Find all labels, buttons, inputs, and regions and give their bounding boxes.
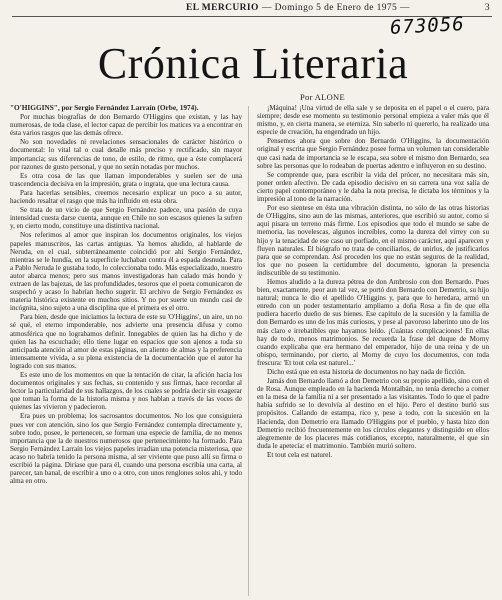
- paragraph: Pensemos ahora que sobre don Bernardo O'Higgins, la documentación original y escrita que Sergio Fernández posee forma un volumen tan considerable que casi nada de importancia se le escapa, sea sobre el mismo don Bernardo, sea sobre las personas que lo rodeaban de puertas adentro e influyeron en su destino.: [257, 137, 489, 170]
- paragraph: Et tout cela est naturel.: [267, 450, 333, 459]
- newspaper-name: EL MERCURIO: [186, 3, 259, 13]
- handwritten-catalog-number: 673056: [389, 12, 466, 39]
- byline: Por ALONE: [300, 92, 345, 102]
- paragraph: Era pues un problema; los sacrosantos documentos. No los que consiguiera pues ver con atención, sino los que Sergio Fernández contempla directamente y, sobre todo, posee, le pertenecen, se forman una especie de familia, de no menos importancia que la de nuestros numerosos que pertenecimiento ha formado. Para Sergio Fernández Larraín los viejos papeles irradian una potencia misteriosa, que acaso no habría tenido la persona misma, al ser viviente que puso allí su firma o escribió la página. Diríase que para él, cuando una persona escribía una carta, al parecer, tan banal, de escribir a uno o a otro, con unos renglones solos ahí, y todo alma en otro.: [10, 412, 242, 486]
- paragraph: Dicho está que en esta historia de documentos no hay nada de ficción.: [267, 368, 466, 376]
- paragraph: Se comprende que, para escribir la vida del prócer, no necesitara más sin, poner orden afectivo. De cada episodio decisivo en su carrera una voz salía de cierto papel contemporáneo y le daba la nota precisa, le dictaba los términos y la impresión al tono de la narración.: [257, 170, 489, 204]
- paragraph: Se trata de un vicio de que Sergio Fernández padece, una pasión de cuya intensidad cuesta darse cuenta, aunque en Chile no son escasos quienes la sufren y, en cierto modo, constituye una distintiva nacional.: [10, 206, 242, 231]
- paragraph: Es este uno de los momentos en que la tentación de citar, la afición hacia los documentos originales y sus fechas, su contenido y sus firmas, hace recordar al lector la particularidad de sus hallazgos, de los cuales se podría decir sin exagerar que toman la forma de la historia misma y nos hablan a través de las voces de quienes las vivieron y padecieron.: [10, 371, 242, 412]
- paragraph: Hemos aludido a la dureza pétrea de don Ambrosio con don Bernardo. Pues bien, exactamente, peor aun tal vez, se portó don Bernardo con Demetrio, su hijo natural; nunca le dio el apellido O'Higgins y, para que lo heredara, armó un enredo con un poder testamentario ampliamo a doña Rosa a fin de que ella pudiera hacerlo dueño de sus bienes. Ese capítulo de la sucesión y la familia de don Bernardo es uno de los más curiosos, y pese al pavoroso laberinto uno de los más claro e irrebatibles que hayamos leído. ¡Cuántas complicaciones! En ellas hay de todo, menos matrimonios. Se recuerda la frase del duque de Morny cuando explicaba que era hermano del emperador, hijo de una reina y de un obispo, terminando, por cierto, al Morny de cuyo los documentos, con toda frescura: 'Et tout cela est naturel...': [257, 277, 489, 367]
- issue-date: — Domingo 5 de Enero de 1975 —: [262, 3, 410, 13]
- page-number: 3: [484, 3, 490, 13]
- book-reference: "O'HIGGINS", por Sergio Fernández Larraín (Orbe, 1974).: [10, 104, 199, 112]
- paragraph: Para bien, desde que iniciamos la lectura de este su 'O'Higgins', un aire, un no sé qué, el eterno imponderable, nos advierte una presencia difusa y como atmosférica que no lograbamos definir. Innegables de quien las ha dicho y de quien las ha escuchado; ello tiene lugar en espacios que son ajenos a toda su anticipada atención al amor de estas páginas, un aliento de almas y la preferencia intensamente vivida, a su plena existencia de la documentación que el autor ha logrado con sus manos.: [10, 313, 242, 370]
- section-title: Crónica Literaria: [97, 39, 409, 88]
- left-column: [10, 104, 242, 598]
- paragraph: Es otra cosa de las que llaman imponderables y suelen ser de una trascendencia decisiva en la impresión, grata o ingrata, que una lectura causa.: [10, 171, 242, 188]
- paragraph: Para hacerlas sensibles, creemos necesario explicar un poco a su autor, haciendo resaltar el rasgo que más ha influido en esta obra.: [10, 188, 242, 206]
- column-divider: [248, 106, 249, 596]
- paragraph: Por muchas biografías de don Bernardo O'Higgins que existan, y las hay numerosas, de toda clase, el lector capaz de percibir los matices va a encontrar en ésta varios rasgos que las demás ofrece.: [10, 113, 242, 138]
- paragraph: ¡Máquina! ¡Una virtud de ella sale y se deposita en el papel o el cuero, para siempre; desde ese momento su testimonio personal empieza a valer más que él mismo, y, en cierta manera, se eterniza. Sin saberlo ni quererlo, ha realizado una especie de creación, ha engendrado un hijo.: [257, 104, 489, 137]
- paragraph: Nos referimos al amor que inspiran los documentos originales, los viejos papeles manuscritos, las cartas antiguas. Ya hemos aludido, al hablarde de Neruda, en el cual, subterráneamente coincidió por ahí Sergio Fernández, mientras se le hundía, en la superficie luchaban contra él a espada desnuda. Para a Pablo Neruda le gustaba todo, lo coleccionaba todo. Más especializado, nuestro autor abarca menos; pero sus manos investigadoras han calado más hondo y extraen de las bajezas, de las profundidades, tesoros que el poeta comunicaron de sospechó y acaso lo habrían hecho sugerir. El archivo de Sergio Fernández es materia histórica existente en muchos sitios. Y no por suerte un mundo casi de incógnita, sino sujeto a una disciplina que el primera es el otro.: [10, 231, 242, 313]
- paragraph: No son novedades ni revelaciones sensacionales de carácter histórico o documental: lo vital tal o cual detalle más preciso y rectificado, sin mayor importancia; sus diferencias de tono, de estilo, de ritmo, que a éste complacerá por razones de gusto personal, y que no serán notadas por muchos.: [10, 138, 242, 171]
- paragraph: Por eso sientese en ésta una vibración distinta, no sólo de las otras historias de O'Higgins, sino aun de las mismas, anteriores, que escribió su autor, como si aquí pisara un terreno más firme. Los episodios que todo el mundo se sabe de memoria, las novelescas, algunos increíbles, como la dureza del virrey con su hijo y la tenacidad de ese caso un porfiado, en el mismo carácter, aquí aparecen y fluyen naturales. El biógrafo no trata de conciliarlos, de unirlos, de justificarlos para que se comprendan. Así proceden los que no están seguros de la realidad, los que no poseen la certidumbre del documento, ignoran la presencia indiscutible de su testimonio.: [257, 204, 489, 277]
- paragraph: Jamás don Bernardo llamó a don Demetrio con su propio apellido, sino con el de Rosa. Aunque empleado en la hacienda Montalbán, no tenía derecho a comer en la mesa de la familia ni a ser presentado a las visitantes. Todo lo que el padre había sufrido se lo devolvía al destino en el hijo. Pero el destino burló sus propósitos. Callando de estampa, rico y, pese a todo, con la sucesión en la Hacienda, don Demetrio era llamado O'Higgins por el pueblo, y hasta hizo don Demetrio recibió frecuentemente en los círculos elegantes y distinguido en ellos alegremente de los placeres más cotidianos, excepto, naturalmente, el que sin duda le apetecía: el matrimonio. También murió soltero.: [257, 377, 489, 450]
- right-column: [257, 104, 489, 598]
